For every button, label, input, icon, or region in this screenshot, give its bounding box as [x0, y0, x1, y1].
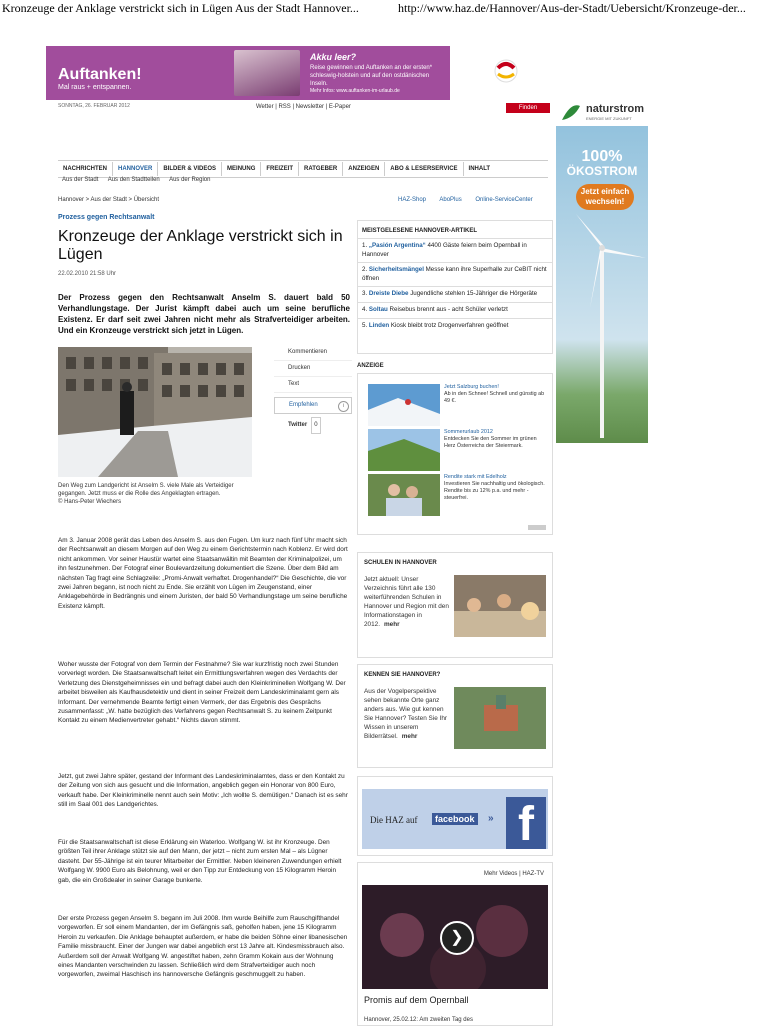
print-title: Kronzeuge der Anklage verstrickt sich in Lügen Aus der Stadt Hannover... — [2, 1, 359, 15]
nav-item-meinung[interactable]: MEINUNG — [222, 162, 261, 176]
haz-logo-icon — [460, 56, 552, 86]
banner-akku: Akku leer? — [310, 52, 357, 62]
video-sub: Hannover, 25.02.12: Am zweiten Tag des — [364, 1017, 473, 1023]
most-read-item[interactable]: 3. Dreiste Diebe Jugendliche stehlen 15-Jähriger die Hörgeräte — [358, 287, 552, 303]
twitter-button[interactable] — [274, 417, 352, 432]
quiz-heading: KENNEN SIE HANNOVER? — [364, 672, 441, 678]
ad-percent: 100% — [581, 148, 623, 165]
find-button[interactable]: Finden — [506, 103, 550, 113]
facebook-arrow-icon: » — [488, 813, 494, 824]
ski-photo — [368, 384, 440, 426]
facebook-wordmark: facebook — [432, 813, 478, 825]
nav-item-hannover[interactable]: HANNOVER — [113, 162, 158, 176]
ad-text: Investieren Sie nachhaltig und ökologisch. Rendite bis zu 12% p.a. und mehr - steuerfrei. — [444, 481, 545, 501]
banner-more: Mehr Infos: www.auftanken-im-urlaub.de — [310, 88, 400, 94]
ad-title: Rendite stark mit Edelholz — [444, 474, 507, 480]
tool-comment[interactable]: Kommentieren — [274, 345, 352, 361]
service-link-center[interactable]: Online-ServiceCenter — [475, 197, 533, 203]
ad-label: ANZEIGE — [357, 363, 384, 369]
quiz-text: Aus der Vogelperspektive sehen bekannte Orte ganz anders aus. Wie gut kennen Sie Hannover? Testen Sie Ihr Wissen in unserem Bilderrätsel. — [364, 688, 448, 740]
article-title: Kronzeuge der Anklage verstrickt sich in Lügen — [58, 228, 343, 263]
most-read-heading: MEISTGELESENE HANNOVER-ARTIKEL — [358, 221, 552, 239]
service-link-shop[interactable]: HAZ-Shop — [398, 197, 427, 203]
info-icon[interactable]: i — [338, 401, 349, 412]
video-thumbnail[interactable] — [362, 885, 548, 989]
article-lead: Der Prozess gegen den Rechtsanwalt Anselm S. dauert bald 50 Verhandlungstage. Der Jurist kämpft dabei auch um seine berufliche Existenz. Er darf seit zwei Jahren nicht mehr als Strafverteidiger arbeiten. Und ein Kronzeuge verstrickt sich jetzt in Lügen. — [58, 293, 350, 335]
schools-text: Jetzt aktuell: Unser Verzeichnis führt alle 130 weiterführenden Schulen in Hannover und Region mit den Informationstagen in 2012. — [364, 576, 449, 628]
article-paragraph: Der erste Prozess gegen Anselm S. begann im Juli 2008. Ihm wurde Beihilfe zum Rauschgifthandel vorgeworfen. Er soll einem Mandanten, der im Gefängnis saß, geholfen haben, jene 15 Kilogramm Heroin zu verkaufen. Die Anklage behauptet außerdem, er habe die beiden Söhne einer libanesischen Familie missbraucht. Einer der Jungen war dabei angeblich erst 13 Jahre alt. Kindesmissbrauch also. Außerdem soll der Anwalt Wolfgang W. angestiftet haben, zehn Gramm Kokain aus der Wohnung eines Mandanten verschwinden zu lassen. Schließlich wird dem Strafverteidiger auch noch vorgeworfen, zweimal Haschisch ins hannoversche Gefängnis geschmuggelt zu haben. — [58, 915, 348, 979]
article-photo — [58, 347, 252, 477]
ad-text: Ab in den Schnee! Schnell und günstig ab 49 €. — [444, 391, 545, 404]
caption-text: Den Weg zum Landgericht ist Anselm S. viele Male als Verteidiger gegangen. Jetzt muss er die Rolle des Angeklagten ertragen. — [58, 483, 234, 497]
masthead-date: SONNTAG, 26. FEBRUAR 2012 — [58, 103, 130, 109]
banner-headline: Auftanken! — [58, 66, 142, 83]
naturstrom-logo — [556, 98, 648, 126]
landscape-photo — [368, 429, 440, 471]
article-tools — [274, 345, 352, 432]
most-read-item[interactable]: 5. Linden Kiosk bleibt trotz Drogenverfahren geöffnet — [362, 321, 509, 329]
subnav-region[interactable]: Aus der Region — [169, 177, 211, 183]
video-links[interactable]: Mehr Videos | HAZ-TV — [483, 871, 544, 877]
ad-text: Entdecken Sie den Sommer im grünen Herz Österreichs der Steiermark. — [444, 436, 537, 449]
nav-item-anzeigen[interactable]: ANZEIGEN — [343, 162, 385, 176]
banner-tagline: Mal raus + entspannen. — [58, 84, 132, 91]
print-header — [0, 0, 768, 16]
facebook-recommend-button[interactable] — [274, 397, 352, 414]
ad-title: Jetzt Salzburg buchen! — [444, 384, 499, 390]
recommend-label: Empfehlen — [289, 402, 318, 408]
nav-item-inhalt[interactable]: INHALT — [468, 166, 491, 172]
caption-credit: © Hans-Peter Wiechers — [58, 499, 122, 505]
banner-desc: Reise gewinnen und Auftanken an der ersten* schleswig-holstein und auf den ostdänischen Inseln. — [310, 65, 433, 87]
quiz-more-link[interactable]: mehr — [401, 733, 418, 740]
article-paragraph: Woher wusste der Fotograf von dem Termin der Festnahme? Sie war kurzfristig noch zwei Stunden vorverlegt worden. Die Staatsanwaltschaft leitet ein Ermittlungsverfahren wegen des Verdachts der Verletzung des Dienstgeheimnisses ein und befragt dabei auch den Kleinkriminellen Wolfgang W. Der arbeitet bisweilen als Kaufhausdetektiv und dient in seiner Freizeit dem Landeskriminalamt gern als Informant. Der vernehmende Beamte fertigt einen Vermerk, der das Ergebnis des Gesprächs zusammenfasst: „W. hatte bezüglich des Verfahrens gegen Rechtsanwalt S. zu keinem Zeitpunkt Kontakt zu einem Medienvertreter gehabt.“ Nichts davon stimmt. — [58, 661, 346, 725]
ad-product: ÖKOSTROM — [566, 164, 638, 178]
aerial-photo — [454, 687, 546, 749]
most-read-item[interactable]: 4. Soltau Reisebus brennt aus - acht Schüler verletzt — [358, 303, 552, 319]
ad-title: Sommerurlaub 2012 — [444, 429, 493, 435]
nav-item-freizeit[interactable]: FREIZEIT — [261, 162, 299, 176]
service-link-aboplus[interactable]: AboPlus — [439, 197, 462, 203]
schools-photo — [454, 575, 546, 637]
article-paragraph: Jetzt, gut zwei Jahre später, gestand der Informant des Landeskriminalamtes, dass er den Kontakt zu der Zeitung von sich aus gesucht und die Information, angeblich gegen ein Honorar von 800 Euro, verkauft habe. Der Kleinkriminelle nennt auch sein Motiv: „Ich wollte S. demütigen.“ Danach ist es sehr still im Saal 001 des Landgerichtes. — [58, 773, 348, 809]
photo-caption — [58, 482, 258, 506]
tool-print[interactable]: Drucken — [274, 361, 352, 377]
ad-item-salzburg[interactable] — [368, 384, 548, 428]
facebook-box[interactable] — [357, 776, 553, 856]
schools-heading: SCHULEN IN HANNOVER — [364, 560, 437, 566]
facebook-banner — [362, 789, 548, 849]
naturstrom-claim: ENERGIE MIT ZUKUNFT — [586, 116, 632, 121]
nav-item-ratgeber[interactable]: RATGEBER — [299, 162, 343, 176]
main-nav — [58, 160, 548, 178]
service-links — [398, 197, 545, 203]
family-photo — [368, 474, 440, 516]
article-time: 22.02.2010 21:58 Uhr — [58, 271, 117, 277]
article-paragraph: Für die Staatsanwaltschaft ist diese Erklärung ein Waterloo. Wolfgang W. ist ihr Kronzeuge. Den größten Teil ihrer Anklage stützt sie auf den Mann, der jetzt – nicht zum ersten Mal – als Lügner dasteht. Der 55-Jährige ist ein teurer Mitarbeiter der Ermittler. Neben kleineren Zuwendungen erhielt Wolfgang W. 9900 Euro als Belohnung, weil er den Tipp zur Entdeckung von 15 Kilogramm Heroin gab, die ein Großdealer in seiner Garage bunkerte. — [58, 839, 342, 884]
sub-nav — [62, 177, 218, 183]
quiz-box[interactable] — [357, 664, 553, 768]
wind-turbine-icon — [556, 208, 648, 443]
ad-item-edelholz[interactable] — [368, 474, 548, 518]
article-kicker: Prozess gegen Rechtsanwalt — [58, 214, 155, 221]
most-read-item[interactable]: 2. Sicherheitsmängel Messe kann ihre Superhalle zur CeBIT nicht öffnen — [358, 263, 552, 287]
schools-more-link[interactable]: mehr — [384, 621, 400, 628]
ad-box — [357, 373, 553, 535]
subnav-stadtteile[interactable]: Aus den Stadtteilen — [107, 177, 160, 183]
top-banner-ad[interactable] — [46, 46, 450, 100]
breadcrumb[interactable]: Hannover > Aus der Stadt > Übersicht — [58, 197, 160, 203]
nav-item-bilder-videos[interactable]: BILDER & VIDEOS — [158, 162, 222, 176]
ad-switch-button[interactable]: Jetzt einfach wechseln! — [576, 184, 634, 210]
most-read-box — [357, 220, 553, 354]
subnav-aus-der-stadt[interactable]: Aus der Stadt — [62, 177, 99, 183]
twitter-count: 0 — [311, 417, 320, 434]
facebook-f-icon: f — [506, 797, 546, 849]
play-icon[interactable]: ❯ — [440, 921, 474, 955]
schools-box[interactable] — [357, 552, 553, 658]
print-url: http://www.haz.de/Hannover/Aus-der-Stadt/Uebersicht/Kronzeuge-der... — [398, 1, 746, 15]
video-box — [357, 862, 553, 1026]
twitter-label: Twitter — [288, 422, 308, 428]
most-read-item[interactable]: 1. „Pasión Argentina“ 4400 Gäste feiern beim Opernball in Hannover — [358, 239, 552, 263]
facebook-label: Die HAZ auf — [370, 815, 418, 825]
article-paragraph: Am 3. Januar 2008 gerät das Leben des Anselm S. aus den Fugen. Um kurz nach fünf Uhr macht sich der Rechtsanwalt an diesem Morgen auf den Weg zu einem Gerichtstermin nach Koblenz. Er wird dort nicht ankommen. Vor seiner Haustür wartet eine Staatsanwältin mit Beamten der Kriminalpolizei, um ihn festzunehmen. Der Fotograf einer Boulevardzeitung dokumentiert die Szene. Über dem Bild am nächsten Tag fragt eine Schlagzeile: „Promi-Anwalt verhaftet. Drogenhandel?“ Die Geschichte, die vor zwei Jahren begann, ist noch nicht zu Ende. Sie erzählt von Lügen im Zeugenstand, einer Anklagebehörde in Bedrängnis und einem Juristen, der bald 50 Verhandlungstage um seine berufliche Existenz kämpft. — [58, 537, 348, 610]
naturstrom-ad[interactable] — [556, 98, 648, 443]
top-links[interactable]: Wetter | RSS | Newsletter | E-Paper — [256, 104, 351, 110]
nav-item-nachrichten[interactable]: NACHRICHTEN — [58, 162, 113, 176]
ad-provider-logo — [528, 525, 546, 530]
nav-item-abo[interactable]: ABO & LESERSERVICE — [385, 162, 463, 176]
tool-text[interactable]: Text — [274, 377, 352, 393]
naturstrom-name: naturstrom — [586, 103, 645, 115]
ad-item-steiermark[interactable] — [368, 429, 548, 473]
naturstrom-leaf-icon — [560, 102, 582, 122]
video-caption[interactable]: Promis auf dem Opernball — [364, 995, 469, 1005]
banner-photo — [234, 50, 300, 96]
